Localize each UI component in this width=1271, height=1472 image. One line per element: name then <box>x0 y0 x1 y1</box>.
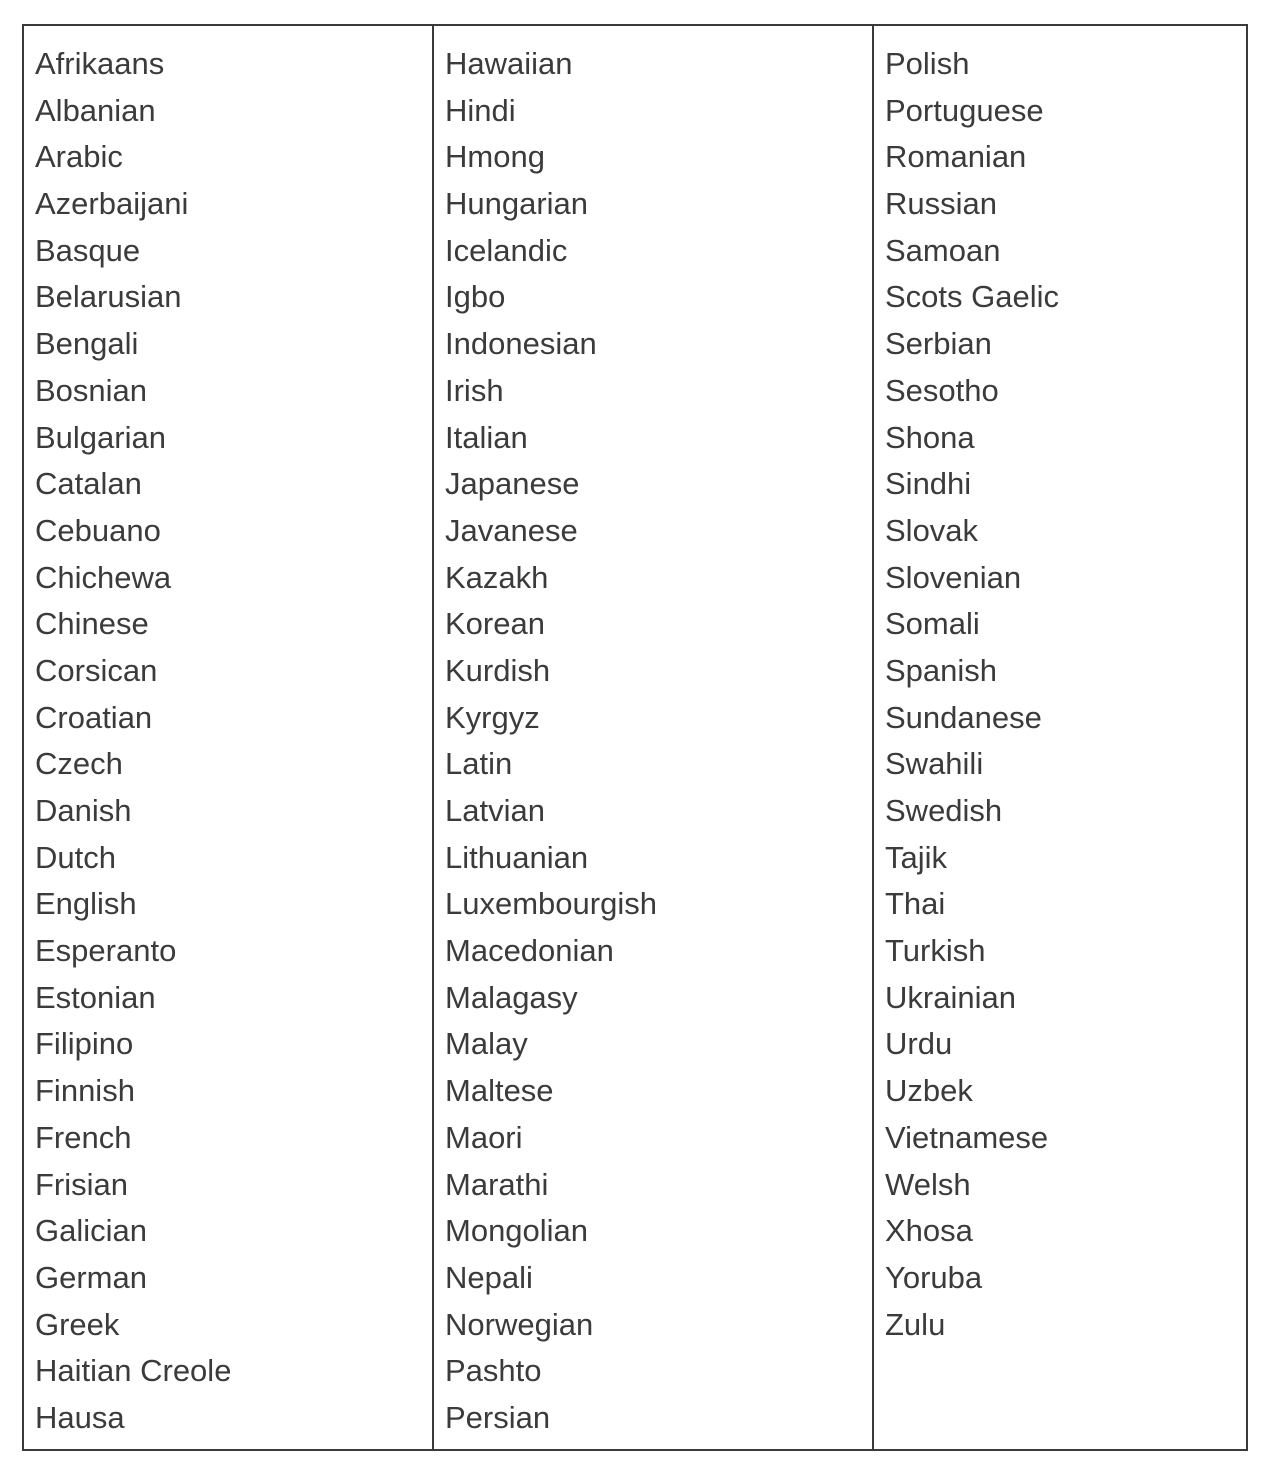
language-item: Afrikaans <box>35 46 165 81</box>
language-item: Arabic <box>35 139 123 175</box>
language-item: Belarusian <box>35 279 182 315</box>
language-item: Turkish <box>885 933 986 969</box>
language-item: Indonesian <box>445 326 597 362</box>
language-item: Azerbaijani <box>35 186 189 222</box>
language-item: Irish <box>445 372 504 408</box>
language-item: Scots Gaelic <box>885 279 1060 315</box>
language-item: Esperanto <box>35 933 177 969</box>
language-item: Polish <box>885 46 970 81</box>
language-item: Latin <box>445 746 513 782</box>
language-item: Mongolian <box>445 1213 589 1249</box>
language-item: Estonian <box>35 979 156 1015</box>
language-item: Kazakh <box>445 559 549 595</box>
language-item: Nepali <box>445 1259 533 1295</box>
language-item: Swedish <box>885 793 1003 828</box>
language-item: Italian <box>445 419 528 455</box>
language-item: Hawaiian <box>445 46 573 81</box>
language-item: Shona <box>885 419 975 455</box>
language-item: Macedonian <box>445 933 614 969</box>
language-item: Basque <box>35 232 141 268</box>
language-item: Tajik <box>885 839 948 875</box>
language-item: Xhosa <box>885 1213 973 1249</box>
language-item: Yoruba <box>885 1259 983 1295</box>
language-item: Maltese <box>445 1073 554 1109</box>
language-item: Sesotho <box>885 372 999 408</box>
language-item: Finnish <box>35 1073 135 1109</box>
language-column-1 <box>24 26 434 1449</box>
language-item: Galician <box>35 1213 147 1249</box>
language-item: Marathi <box>445 1166 549 1202</box>
language-item: Hungarian <box>445 186 589 222</box>
language-item: Dutch <box>35 839 116 875</box>
language-item: Luxembourgish <box>445 886 657 922</box>
language-item: Slovak <box>885 512 979 548</box>
language-item: Welsh <box>885 1166 971 1202</box>
language-item: Chinese <box>35 606 149 642</box>
language-item: Vietnamese <box>885 1119 1049 1155</box>
language-item: Urdu <box>885 1026 953 1062</box>
language-item: Haitian Creole <box>35 1353 232 1389</box>
language-item: Ukrainian <box>885 979 1016 1015</box>
language-item: Filipino <box>35 1026 134 1062</box>
language-item: Maori <box>445 1119 523 1155</box>
language-item: Czech <box>35 746 123 782</box>
language-item: German <box>35 1259 147 1295</box>
language-item: Igbo <box>445 279 506 315</box>
language-item: Catalan <box>35 466 142 502</box>
language-item: Norwegian <box>445 1306 594 1342</box>
language-item: Icelandic <box>445 232 568 268</box>
language-item: Lithuanian <box>445 839 589 875</box>
language-item: Malagasy <box>445 979 578 1015</box>
language-item: Hmong <box>445 139 545 175</box>
language-item: Bulgarian <box>35 419 166 455</box>
language-item: Zulu <box>885 1306 946 1342</box>
language-column-2 <box>434 26 874 1449</box>
language-item: Sundanese <box>885 699 1042 735</box>
language-item: Swahili <box>885 746 984 782</box>
language-item: Hindi <box>445 92 516 128</box>
language-item: Spanish <box>885 652 998 688</box>
language-item: Serbian <box>885 326 992 362</box>
language-item: Corsican <box>35 652 158 688</box>
language-item: Cebuano <box>35 512 161 548</box>
language-item: Uzbek <box>885 1073 973 1109</box>
language-item: Chichewa <box>35 559 172 595</box>
language-item: Kyrgyz <box>445 699 540 735</box>
language-item: Pashto <box>445 1353 542 1389</box>
language-item: Thai <box>885 886 946 922</box>
language-item: English <box>35 886 137 922</box>
language-column-3 <box>874 26 1246 1449</box>
language-item: Malay <box>445 1026 528 1062</box>
language-item: Hausa <box>35 1399 125 1435</box>
language-item: Javanese <box>445 512 578 548</box>
language-item: Kurdish <box>445 652 551 688</box>
language-table <box>22 24 1248 1451</box>
language-item: Sindhi <box>885 466 972 502</box>
language-item: French <box>35 1119 132 1155</box>
language-item: Korean <box>445 606 545 642</box>
language-item: Albanian <box>35 92 156 128</box>
language-item: Croatian <box>35 699 153 735</box>
language-item: Portuguese <box>885 92 1044 128</box>
language-item: Persian <box>445 1399 551 1435</box>
language-item: Russian <box>885 186 997 222</box>
language-item: Slovenian <box>885 559 1022 595</box>
language-item: Somali <box>885 606 980 642</box>
language-item: Bosnian <box>35 372 148 408</box>
language-item: Samoan <box>885 232 1001 268</box>
language-item: Japanese <box>445 466 580 502</box>
language-item: Latvian <box>445 793 545 828</box>
language-item: Romanian <box>885 139 1027 175</box>
language-item: Bengali <box>35 326 139 362</box>
language-item: Danish <box>35 793 132 828</box>
language-item: Frisian <box>35 1166 129 1202</box>
language-item: Greek <box>35 1306 120 1342</box>
